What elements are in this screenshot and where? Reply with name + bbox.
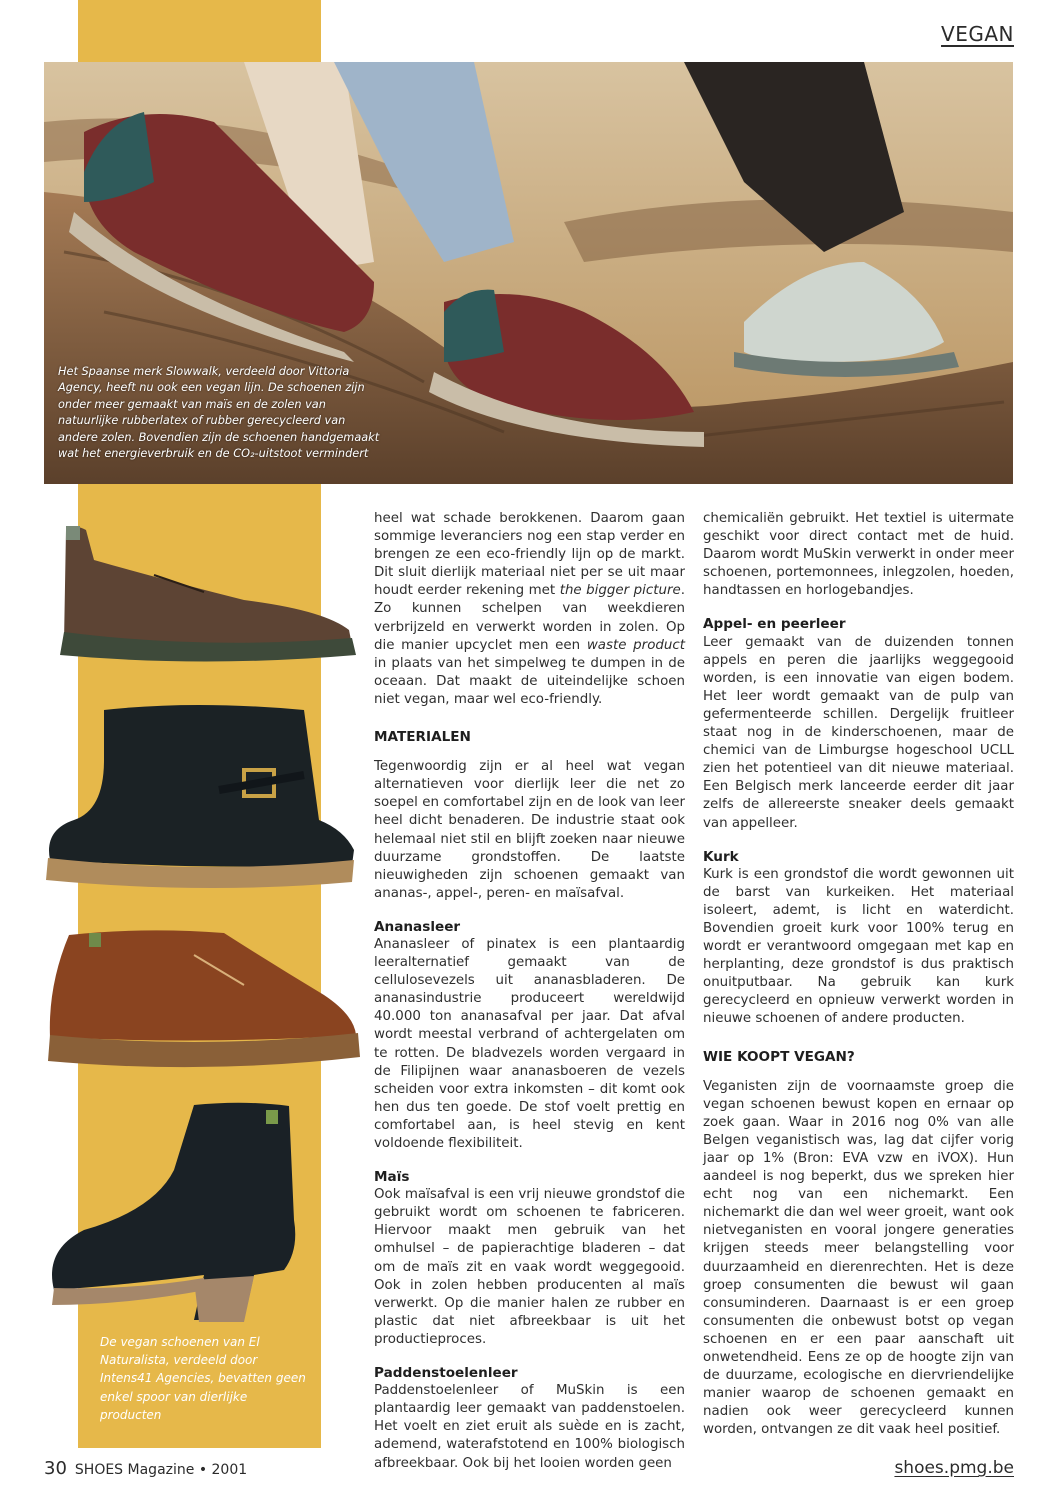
magazine-name: SHOES Magazine • 2001 <box>74 1462 248 1478</box>
heading-wie-koopt-vegan: WIE KOOPT VEGAN? <box>703 1048 855 1065</box>
heading-kurk: Kurk <box>703 848 739 865</box>
article-column-2 <box>703 510 1014 1440</box>
paragraph-paddenstoelenleer: Paddenstoelenleer of MuSkin is een plantaardig leer gemaakt van paddenstoelen. Het voelt en ziet eruit als suède en is zacht, ademend, waterafstotend en 100% biologisch afbreekbaar. Ook bij het looien worden geen <box>374 1383 685 1471</box>
heading-appel-peerleer: Appel- en peerleer <box>703 616 846 633</box>
article-column-1 <box>374 510 685 1473</box>
shoe-black-buckle-boot <box>44 700 359 895</box>
section-tag[interactable]: VEGAN <box>941 22 1014 46</box>
shoe-brown-chukka <box>44 520 359 670</box>
shoe-black-heeled-boot <box>44 1100 309 1325</box>
footer-url-link[interactable]: shoes.pmg.be <box>894 1458 1014 1478</box>
paragraph-muskin-continued: chemicaliën gebruikt. Het textiel is uitermate geschikt voor direct contact met de huid. Daarom wordt MuSkin verwerkt in onder meer schoenen, portemonnees, inlegzolen, hoeden, handtassen en horlogebandjes. <box>703 511 1014 599</box>
page-number: 30 <box>44 1458 67 1479</box>
shoe-cognac-desert-boot <box>44 925 362 1085</box>
heading-materialen: MATERIALEN <box>374 729 471 746</box>
hero-caption: Het Spaanse merk Slowwalk, verdeeld door Vittoria Agency, heeft nu ook een vegan lijn. De schoenen zijn onder meer gemaakt van maïs en de zolen van natuurlijke rubberlatex of rubber gerecycleerd van andere zolen. Bovendien zijn de schoenen handgemaakt wat het energieverbruik en de CO₂-uitstoot vermindert <box>58 365 380 461</box>
hero-photo <box>44 62 1013 484</box>
paragraph-appel-peerleer: Leer gemaakt van de duizenden tonnen appels en peren die jaarlijks weggegooid worden, is een innovatie van eigen bodem. Het leer wordt gemaakt van de pulp van gefermenteerde schillen. Dergelijk fruitleer staat nog in de kinderschoenen, maar de chemici van de Limburgse hogeschool UCLL zien het potentieel van dit nieuwe materiaal. Een Belgisch merk lanceerde eerder dit jaar zelfs de allereerste sneaker deels gemaakt van appelleer. <box>703 634 1014 831</box>
emphasis-bigger-picture: the bigger picture <box>559 583 681 599</box>
heading-paddenstoelenleer: Paddenstoelenleer <box>374 1365 518 1382</box>
footer-left <box>44 1458 247 1479</box>
gold-accent-top <box>78 0 321 62</box>
heading-ananasleer: Ananasleer <box>374 918 461 935</box>
paragraph-intro: heel wat schade berokkenen. Daarom gaan sommige leveranciers nog een stap verder en brengen ze een eco-friendly lijn op de markt. Dit sluit dierlijk materiaal niet per se uit maar houdt eerder rekening met the bigger picture. Zo kunnen schelpen van weekdieren verbrijzeld en verwerkt worden in zolen. Op die manier upcyclet men een waste product in plaats van het simpelweg te dumpen in de oceaan. Dat maakt de uiteindelijke schoen niet vegan, maar wel eco-friendly. <box>374 511 685 707</box>
paragraph-materialen: Tegenwoordig zijn er al heel wat vegan alternatieven voor dierlijk leer die net zo soepel en comfortabel zijn en de look van leer heel dicht benaderen. De industrie staat ook helemaal niet stil en blijft zoeken naar nieuwe duurzame grondstoffen. De laatste nieuwigheden zijn schoenen gemaakt van ananas-, appel-, peren- en maïsafval. <box>374 759 685 901</box>
heading-mais: Maïs <box>374 1169 410 1186</box>
paragraph-wie-koopt-vegan: Veganisten zijn de voornaamste groep die vegan schoenen bewust kopen en ernaar op zoek gaan. Waar in 2016 nog 0% van alle Belgen veganistisch was, lag dat cijfer vorig jaar op 1% (Bron: EVA vzw en iVOX). Hun aandeel is nog beperkt, dus we spreken hier echt nog van een nichemarkt. Een nichemarkt die dan wel weer groeit, want ook nietveganisten en vooral jongere generaties krijgen steeds meer belangstelling voor duurzaamheid en dierenrechten. Het is deze groep consumenten die bewust wil gaan consuminderen. Daarnaast is er een groep consumenten die onbewust botst op vegan schoenen en er een paar aanschaft uit onwetendheid. Eens ze op de hoogte zijn van de duurzame, ecologische en diervriendelijke manier waarop de schoenen gemaakt en nadien ook weer gerecycleerd kunnen worden, ontvangen ze dit vaak heel positief. <box>703 1078 1014 1438</box>
emphasis-waste-product: waste product <box>586 637 685 653</box>
paragraph-ananasleer: Ananasleer of pinatex is een plantaardig leeralternatief gemaakt van de cellulosevezels uit ananasbladeren. De ananasindustrie produceert wereldwijd 40.000 ton ananasafval per jaar. Dat afval wordt meestal verbrand of achtergelaten om te rotten. De bladvezels worden vergaard in de Filipijnen waar ananasboeren de vezels scheiden voor extra inkomsten – dit komt ook hen dus ten goede. De stof voelt prettig en comfortabel aan, is heel stevig en kent voldoende flexibiliteit. <box>374 936 685 1151</box>
side-caption: De vegan schoenen van El Naturalista, verdeeld door Intens41 Agencies, bevatten geen enkel spoor van dierlijke producten <box>100 1335 306 1422</box>
paragraph-mais: Ook maïsafval is een vrij nieuwe grondstof die gebruikt wordt om schoenen te fabriceren. Hiervoor maakt men gebruik van het omhulsel – de papierachtige bladeren – dat om de maïs zit en vaak wordt weggegooid. Ook in zolen hebben producenten al maïs verwerkt. Op die manier halen ze rubber en plastic dat niet afbreekbaar is uit het productieproces. <box>374 1187 685 1347</box>
paragraph-kurk: Kurk is een grondstof die wordt gewonnen uit de barst van kurkeiken. Het materiaal isoleert, ademt, is licht en waterdicht. Bovendien groeit kurk voor 100% terug en wordt er verantwoord omgegaan met kap en herplanting, deze grondstof is dus praktisch onuitputbaar. Na gebruik kan kurk gerecycleerd en opnieuw verwerkt worden in nieuwe schoenen of andere producten. <box>703 866 1014 1027</box>
